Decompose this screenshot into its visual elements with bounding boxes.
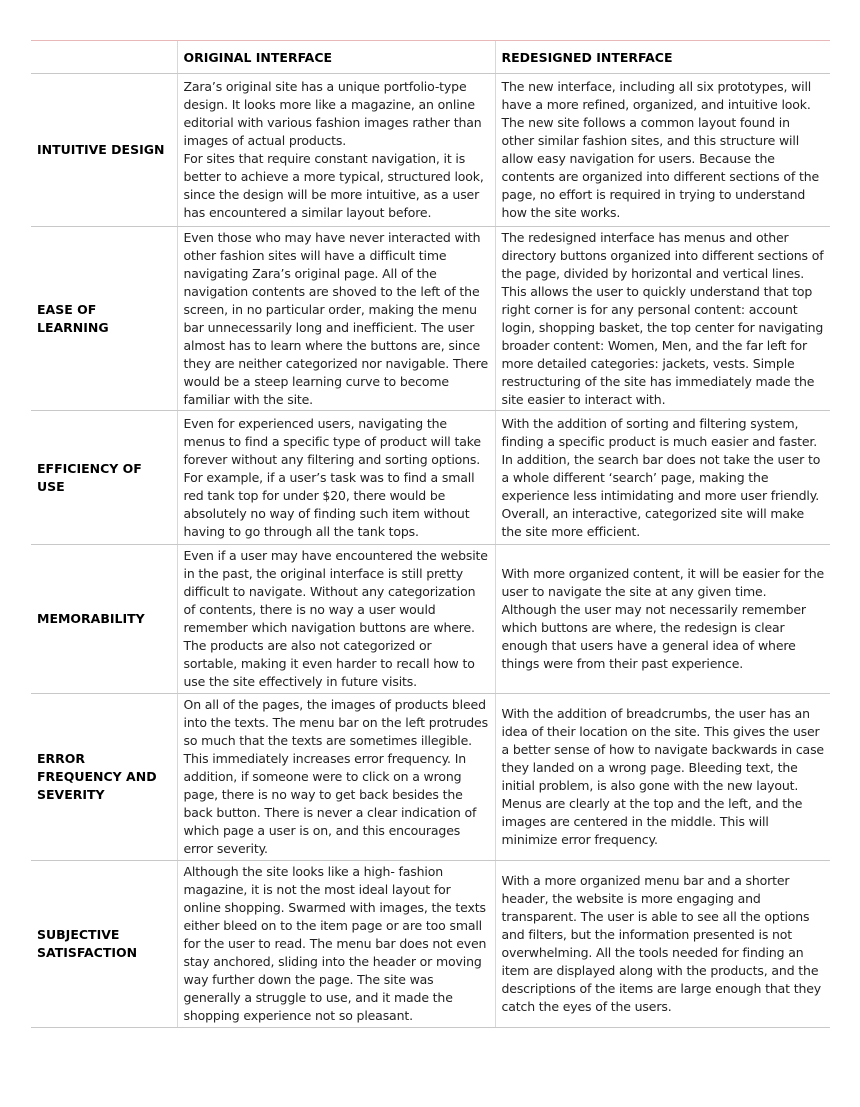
criterion-label: EFFICIENCY OF USE: [31, 411, 177, 545]
criterion-label: ERROR FREQUENCY AND SEVERITY: [31, 694, 177, 861]
row-memorability: [31, 545, 830, 694]
row-subjective-satisfaction: [31, 861, 830, 1028]
original-interface-cell: Even those who may have never interacted with other fashion sites will have a difficult time navigating Zara’s original page. All of the navigation contents are shoved to the left of the screen, in no particular order, making the menu bar unnecessarily long and inefficient. The user almost has to learn where the buttons are, since they are neither categorized nor navigable. There would be a steep learning curve to become familiar with the site.: [177, 227, 495, 411]
original-paragraph: For sites that require constant navigation, it is better to achieve a more typical, structured look, since the design will be more intuitive, as a user has encountered a similar layout before.: [183, 151, 484, 220]
row-ease-of-learning: [31, 227, 830, 411]
criterion-label: EASE OF LEARNING: [31, 227, 177, 411]
row-error-frequency-and-severity: [31, 694, 830, 861]
criterion-label: INTUITIVE DESIGN: [31, 74, 177, 227]
redesigned-interface-cell: With a more organized menu bar and a shorter header, the website is more engaging and transparent. The user is able to see all the options and filters, but the information presented is not overwhelming. All the tools needed for finding an item are displayed along with the products, and the descriptions of the items are large enough that they catch the eyes of the users.: [495, 861, 830, 1028]
original-interface-cell: [177, 74, 495, 227]
redesigned-interface-cell: The redesigned interface has menus and other directory buttons organized into different sections of the page, divided by horizontal and vertical lines. This allows the user to quickly understand that top right corner is for any personal content: account login, shopping basket, the top center for navigating broader content: Women, Men, and the far left for more detailed categories: jackets, vests. Simple restructuring of the site has immediately made the site easier to interact with.: [495, 227, 830, 411]
redesigned-interface-cell: With more organized content, it will be easier for the user to navigate the site at any given time. Although the user may not necessarily remember which buttons are where, the redesign is clear enough that users have a general idea of where things were from their past experience.: [495, 545, 830, 694]
redesigned-interface-cell: The new interface, including all six prototypes, will have a more refined, organized, and intuitive look. The new site follows a common layout found in other similar fashion sites, and this structure will allow easy navigation for users. Because the contents are organized into different sections of the page, no effort is required in trying to understand how the site works.: [495, 74, 830, 227]
header-original-interface: ORIGINAL INTERFACE: [177, 41, 495, 74]
header-criterion: [31, 41, 177, 74]
original-interface-cell: On all of the pages, the images of products bleed into the texts. The menu bar on the left protrudes so much that the texts are sometimes illegible. This immediately increases error frequency. In addition, if someone were to click on a wrong page, there is no way to get back besides the back button. There is never a clear indication of which page a user is on, and this encourages error severity.: [177, 694, 495, 861]
criterion-label: SUBJECTIVE SATISFACTION: [31, 861, 177, 1028]
header-redesigned-interface: REDESIGNED INTERFACE: [495, 41, 830, 74]
original-paragraph: Zara’s original site has a unique portfolio-type design. It looks more like a magazine, an online editorial with various fashion images rather than images of actual products.: [183, 79, 482, 148]
original-interface-cell: Even for experienced users, navigating the menus to find a specific type of product will take forever without any filtering and sorting options. For example, if a user’s task was to find a small red tank top for under $20, there would be absolutely no way of finding such item without having to go through all the tank tops.: [177, 411, 495, 545]
comparison-table: [31, 40, 830, 1028]
row-efficiency-of-use: [31, 411, 830, 545]
row-intuitive-design: [31, 74, 830, 227]
header-row: [31, 41, 830, 74]
original-interface-cell: Even if a user may have encountered the website in the past, the original interface is still pretty difficult to navigate. Without any categorization of contents, there is no way a user would remember which navigation buttons are where. The products are also not categorized or sortable, making it even harder to recall how to use the site effectively in future visits.: [177, 545, 495, 694]
original-interface-cell: Although the site looks like a high- fashion magazine, it is not the most ideal layout for online shopping. Swarmed with images, the texts either bleed on to the item page or are too small for the user to read. The menu bar does not even stay anchored, sliding into the header or moving way further down the page. The site was generally a struggle to use, and it made the shopping experience not so pleasant.: [177, 861, 495, 1028]
redesigned-interface-cell: With the addition of sorting and filtering system, finding a specific product is much easier and faster. In addition, the search bar does not take the user to a whole different ‘search’ page, making the experience less intimidating and more user friendly. Overall, an interactive, categorized site will make the site more efficient.: [495, 411, 830, 545]
criterion-label: MEMORABILITY: [31, 545, 177, 694]
redesigned-interface-cell: With the addition of breadcrumbs, the user has an idea of their location on the site. This gives the user a better sense of how to navigate backwards in case they landed on a wrong page. Bleeding text, the initial problem, is also gone with the new layout. Menus are clearly at the top and the left, and the images are centered in the middle. This will minimize error frequency.: [495, 694, 830, 861]
